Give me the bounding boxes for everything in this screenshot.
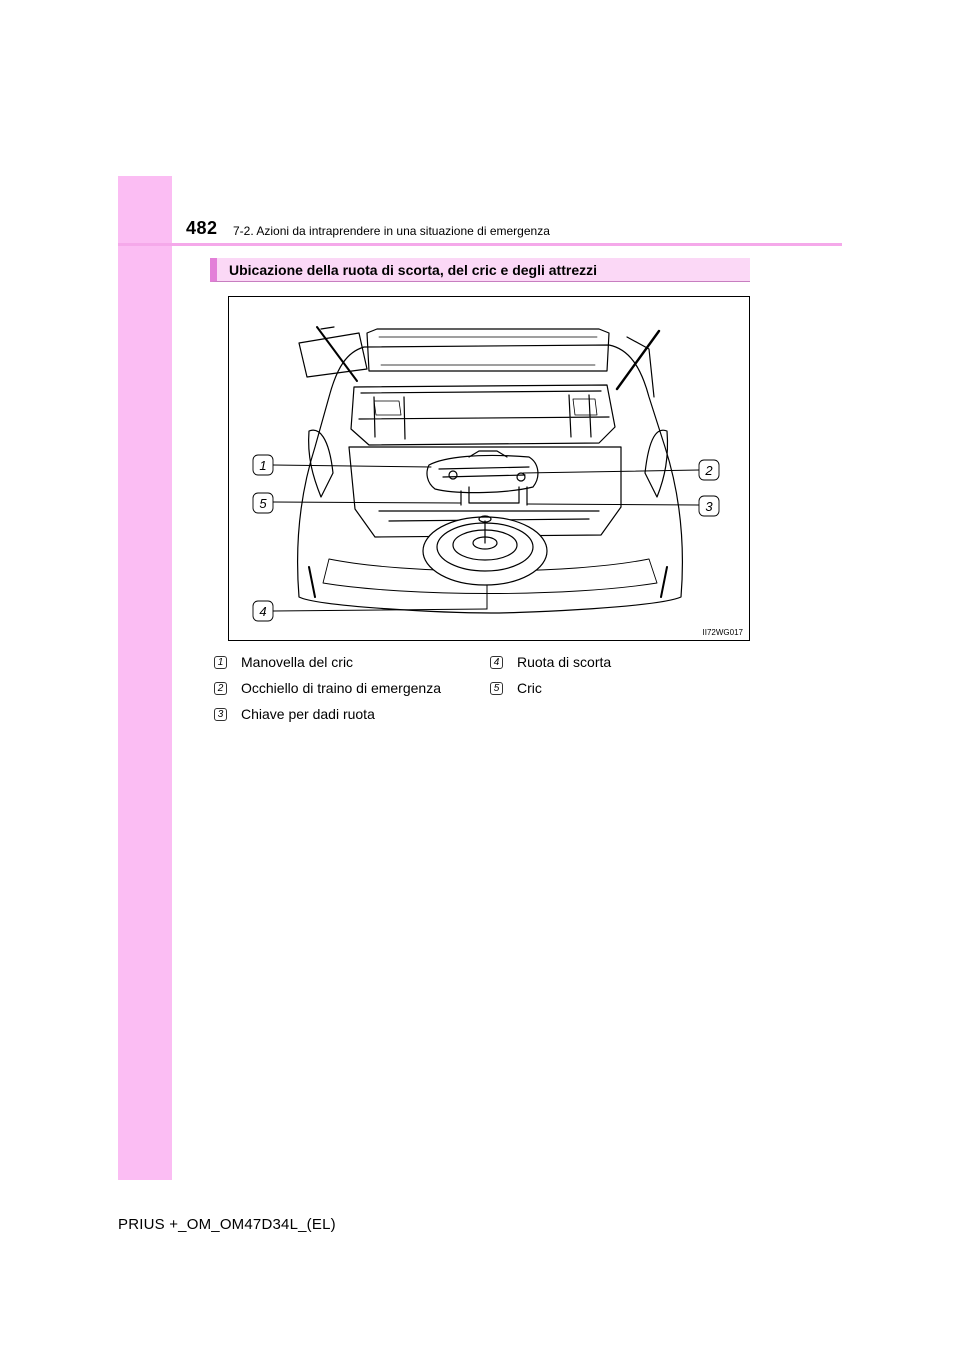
legend-label: Cric: [517, 680, 542, 696]
callout-5: 5: [259, 496, 267, 511]
chapter-title: 7-2. Azioni da intraprendere in una situazione di emergenza: [233, 224, 550, 238]
legend-number: 1: [214, 656, 227, 669]
footer-doc-code: PRIUS +_OM_OM47D34L_(EL): [118, 1216, 336, 1233]
figure-code: II72WG017: [702, 628, 743, 637]
right-taillight: [645, 430, 668, 497]
legend-label: Occhiello di traino di emergenza: [241, 680, 441, 696]
legend-number: 2: [214, 682, 227, 695]
callout-2: 2: [705, 463, 713, 478]
legend-number: 4: [490, 656, 503, 669]
side-band: [118, 176, 172, 1180]
figure-frame: [228, 296, 750, 641]
callout-1: 1: [259, 458, 267, 473]
callout-4: 4: [259, 604, 267, 619]
section-heading-text: Ubicazione della ruota di scorta, del cric e degli attrezzi: [229, 262, 597, 278]
legend-label: Manovella del cric: [241, 654, 354, 670]
jack-assembly: [427, 455, 538, 492]
section-heading: [210, 258, 750, 282]
legend-label: Ruota di scorta: [517, 654, 612, 670]
legend-number: 5: [490, 682, 503, 695]
left-taillight: [309, 430, 333, 497]
callout-3: 3: [705, 499, 713, 514]
left-panel: [299, 333, 367, 377]
page-number: 482: [186, 218, 218, 238]
trunk-illustration: [229, 297, 751, 642]
legend-number: 3: [214, 708, 227, 721]
legend-label: Chiave per dadi ruota: [241, 706, 375, 722]
header-rule: [118, 243, 842, 246]
